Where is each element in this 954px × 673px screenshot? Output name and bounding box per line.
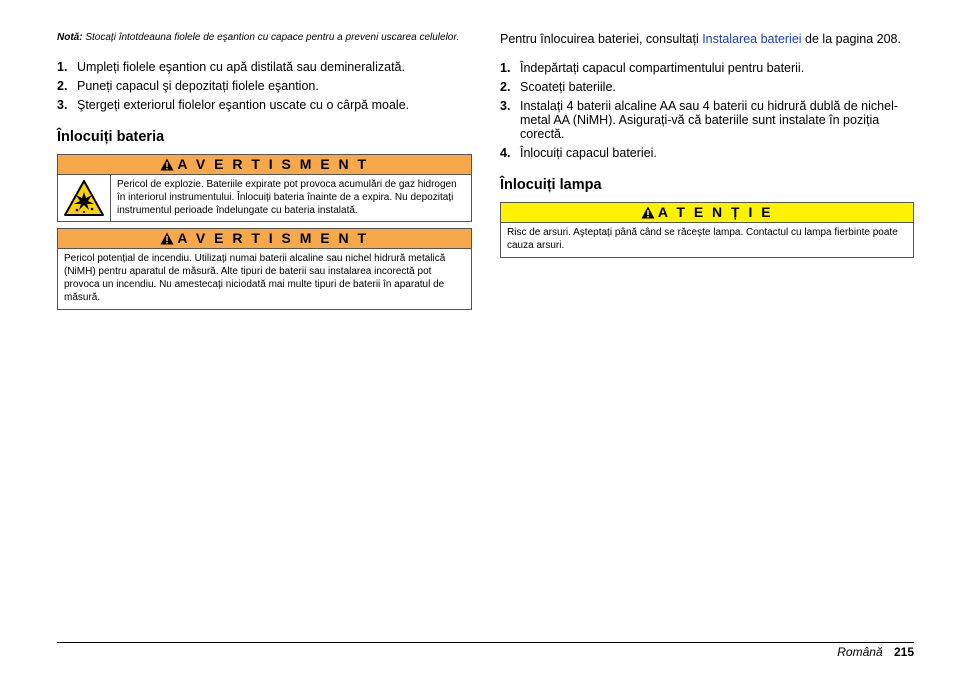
warning-triangle-icon bbox=[160, 231, 174, 250]
left-column bbox=[57, 32, 472, 316]
intro-text-end: de la pagina 208. bbox=[801, 32, 901, 46]
step-text: Instalați 4 baterii alcaline AA sau 4 baterii cu hidrură dublă de nichel-metal AA (NiMH). Asigurați-vă că bateriile sunt instalate în poziția corectă. bbox=[520, 99, 899, 141]
step-text: Scoateți bateriile. bbox=[520, 80, 616, 94]
step-number: 3. bbox=[57, 98, 68, 112]
warning-triangle-icon bbox=[160, 157, 174, 176]
caution-header bbox=[501, 203, 913, 223]
list-item bbox=[500, 80, 914, 94]
note-text: Stocați întotdeauna fiolele de eşantion cu capace pentru a preveni uscarea celulelor. bbox=[82, 32, 460, 43]
step-number: 3. bbox=[500, 99, 511, 113]
list-item bbox=[57, 60, 472, 74]
step-number: 4. bbox=[500, 146, 511, 160]
warning-box-fire bbox=[57, 228, 472, 310]
warning-header bbox=[58, 229, 471, 249]
step-text: Ştergeți exteriorul fiolelor eşantion uscate cu o cârpă moale. bbox=[77, 98, 410, 112]
caution-box-burn bbox=[500, 202, 914, 258]
warning-title: A V E R T I S M E N T bbox=[177, 156, 369, 172]
intro-paragraph bbox=[500, 32, 914, 47]
caution-text: Risc de arsuri. Aşteptați până când se răceşte lampa. Contactul cu lampa fierbinte poate cauza arsuri. bbox=[507, 227, 898, 251]
section-heading-lamp: Înlocuiți lampa bbox=[500, 177, 602, 193]
step-number: 2. bbox=[500, 80, 511, 94]
step-number: 1. bbox=[500, 61, 511, 75]
page-number: 215 bbox=[893, 645, 914, 659]
warning-text: Pericol de explozie. Bateriile expirate pot provoca acumulări de gaz hidrogen în interiorul instrumentului. Înlocuiți bateria înainte de a expira. Nu depozitați instrumentul perioade îndelungate cu bateria instalată. bbox=[117, 179, 457, 216]
list-item bbox=[500, 99, 914, 141]
list-item bbox=[500, 146, 914, 160]
note bbox=[57, 32, 472, 44]
warning-triangle-icon bbox=[641, 205, 655, 224]
list-item bbox=[57, 79, 472, 93]
battery-install-link[interactable]: Instalarea bateriei bbox=[702, 32, 802, 46]
note-label: Notă: bbox=[57, 32, 83, 43]
warning-header bbox=[58, 155, 471, 175]
step-text: Puneți capacul şi depozitați fiolele eşantion. bbox=[77, 79, 319, 93]
section-heading-battery: Înlocuiți bateria bbox=[57, 129, 165, 145]
left-steps bbox=[57, 60, 472, 112]
warning-title: A V E R T I S M E N T bbox=[177, 230, 369, 246]
warning-box-explosion bbox=[57, 154, 472, 222]
footer-divider bbox=[57, 642, 914, 643]
footer bbox=[837, 645, 914, 659]
step-text: Umpleți fiolele eşantion cu apă distilată sau demineralizată. bbox=[77, 60, 405, 74]
warning-row bbox=[58, 175, 471, 221]
step-text: Îndepărtați capacul compartimentului pentru baterii. bbox=[520, 61, 805, 75]
step-text: Înlocuiți capacul bateriei. bbox=[520, 146, 657, 160]
right-column bbox=[500, 32, 914, 264]
list-item bbox=[57, 98, 472, 112]
footer-language: Română bbox=[837, 645, 883, 659]
step-number: 2. bbox=[57, 79, 68, 93]
explosion-hazard-icon bbox=[58, 175, 111, 221]
step-number: 1. bbox=[57, 60, 68, 74]
warning-text: Pericol potențial de incendiu. Utilizați numai baterii alcaline sau nichel hidrură metalică (NiMH) pentru aparatul de măsură. Alte tipuri de baterii sau instalarea incorectă pot provoca un incendiu. Nu amestecați niciodată mai multe tipuri de baterii în aparatul de măsură. bbox=[64, 253, 446, 303]
list-item bbox=[500, 61, 914, 75]
caution-title: A T E N Ț I E bbox=[657, 204, 774, 220]
right-steps bbox=[500, 61, 914, 160]
intro-text: Pentru înlocuirea bateriei, consultați bbox=[500, 32, 703, 46]
